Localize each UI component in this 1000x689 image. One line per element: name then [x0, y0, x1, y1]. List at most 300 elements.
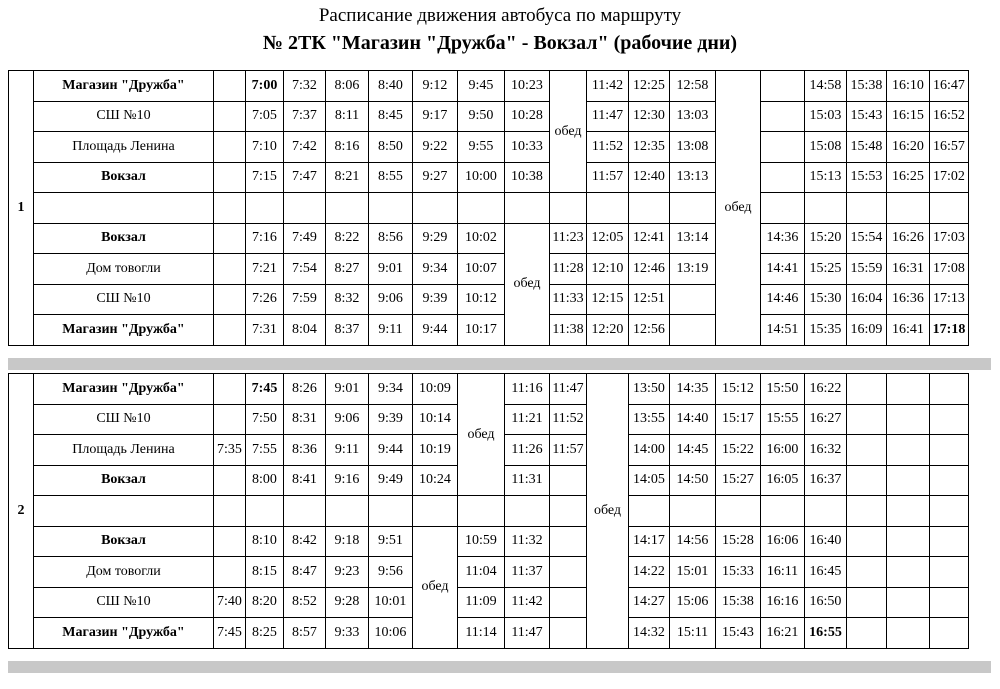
time-cell: 8:40 [369, 71, 413, 102]
time-cell: 16:41 [887, 315, 930, 346]
time-cell: 14:56 [670, 526, 716, 557]
time-cell: 7:32 [284, 71, 326, 102]
time-cell: 10:33 [505, 132, 550, 163]
time-cell [887, 404, 930, 435]
time-cell: 9:22 [413, 132, 458, 163]
time-cell: 15:38 [716, 587, 761, 618]
time-cell: 8:37 [326, 315, 369, 346]
time-cell: 10:12 [458, 284, 505, 315]
time-cell: 16:20 [887, 132, 930, 163]
time-cell: 12:41 [629, 223, 670, 254]
time-cell: 7:47 [284, 162, 326, 193]
time-cell [887, 374, 930, 405]
time-cell: 9:51 [369, 526, 413, 557]
time-cell [214, 465, 246, 496]
time-cell: 15:53 [847, 162, 887, 193]
time-cell: 13:55 [629, 404, 670, 435]
empty-cell [34, 496, 214, 527]
time-cell [670, 315, 716, 346]
time-cell: 13:14 [670, 223, 716, 254]
empty-cell [413, 193, 458, 224]
time-cell: 8:45 [369, 101, 413, 132]
stop-name: Вокзал [34, 223, 214, 254]
time-cell: 14:05 [629, 465, 670, 496]
lunch-break-cell: обед [413, 526, 458, 648]
time-cell [887, 587, 930, 618]
time-cell: 11:52 [550, 404, 587, 435]
time-cell [214, 71, 246, 102]
empty-cell [369, 496, 413, 527]
time-cell: 12:25 [629, 71, 670, 102]
time-cell [887, 618, 930, 649]
time-cell: 9:29 [413, 223, 458, 254]
time-cell: 9:56 [369, 557, 413, 588]
time-cell: 7:40 [214, 587, 246, 618]
time-cell: 8:20 [246, 587, 284, 618]
time-cell [214, 101, 246, 132]
time-cell: 8:55 [369, 162, 413, 193]
time-cell: 15:13 [805, 162, 847, 193]
time-cell: 14:27 [629, 587, 670, 618]
time-cell: 10:19 [413, 435, 458, 466]
time-cell: 16:21 [761, 618, 805, 649]
time-cell: 8:27 [326, 254, 369, 285]
time-cell: 16:26 [887, 223, 930, 254]
time-cell: 16:31 [887, 254, 930, 285]
time-cell: 11:32 [505, 526, 550, 557]
table-row [9, 284, 969, 315]
time-cell: 9:34 [413, 254, 458, 285]
time-cell: 14:40 [670, 404, 716, 435]
time-cell: 8:42 [284, 526, 326, 557]
time-cell: 9:55 [458, 132, 505, 163]
time-cell: 11:42 [587, 71, 629, 102]
empty-cell [413, 496, 458, 527]
time-cell: 7:15 [246, 162, 284, 193]
time-cell: 14:36 [761, 223, 805, 254]
time-cell: 15:11 [670, 618, 716, 649]
section-number: 2 [9, 374, 34, 649]
time-cell: 16:15 [887, 101, 930, 132]
lunch-break-cell: обед [587, 374, 629, 649]
time-cell: 9:23 [326, 557, 369, 588]
time-cell: 9:17 [413, 101, 458, 132]
time-cell: 15:01 [670, 557, 716, 588]
time-cell: 7:16 [246, 223, 284, 254]
empty-cell [284, 193, 326, 224]
time-cell: 8:22 [326, 223, 369, 254]
time-cell: 15:50 [761, 374, 805, 405]
time-cell: 16:37 [805, 465, 847, 496]
time-cell: 14:00 [629, 435, 670, 466]
time-cell: 11:57 [550, 435, 587, 466]
time-cell: 16:22 [805, 374, 847, 405]
time-cell: 13:50 [629, 374, 670, 405]
time-cell [887, 435, 930, 466]
time-cell: 9:16 [326, 465, 369, 496]
time-cell [214, 132, 246, 163]
time-cell: 14:17 [629, 526, 670, 557]
time-cell: 8:31 [284, 404, 326, 435]
time-cell: 15:03 [805, 101, 847, 132]
time-cell: 8:16 [326, 132, 369, 163]
empty-cell [505, 496, 550, 527]
empty-cell [550, 496, 587, 527]
time-cell: 8:25 [246, 618, 284, 649]
time-cell: 7:21 [246, 254, 284, 285]
empty-cell [761, 496, 805, 527]
time-cell: 8:11 [326, 101, 369, 132]
time-cell: 10:00 [458, 162, 505, 193]
time-cell: 11:37 [505, 557, 550, 588]
time-cell: 8:47 [284, 557, 326, 588]
time-cell: 16:10 [887, 71, 930, 102]
time-cell: 7:10 [246, 132, 284, 163]
empty-cell [805, 193, 847, 224]
time-cell: 11:26 [505, 435, 550, 466]
time-cell: 15:38 [847, 71, 887, 102]
time-cell [214, 162, 246, 193]
time-cell: 13:03 [670, 101, 716, 132]
time-cell: 10:28 [505, 101, 550, 132]
time-cell: 8:41 [284, 465, 326, 496]
time-cell: 15:30 [805, 284, 847, 315]
schedule-table-section-2 [8, 373, 969, 649]
time-cell: 8:50 [369, 132, 413, 163]
empty-cell [930, 496, 969, 527]
time-cell [847, 435, 887, 466]
time-cell: 8:52 [284, 587, 326, 618]
time-cell: 11:21 [505, 404, 550, 435]
time-cell [761, 132, 805, 163]
time-cell [930, 374, 969, 405]
time-cell: 8:06 [326, 71, 369, 102]
time-cell: 7:35 [214, 435, 246, 466]
time-cell [214, 526, 246, 557]
time-cell: 11:47 [550, 374, 587, 405]
time-cell: 12:56 [629, 315, 670, 346]
time-cell: 9:06 [326, 404, 369, 435]
time-cell: 12:20 [587, 315, 629, 346]
time-cell: 15:06 [670, 587, 716, 618]
time-cell: 16:06 [761, 526, 805, 557]
lunch-break-cell: обед [716, 71, 761, 346]
empty-cell [505, 193, 550, 224]
time-cell: 16:45 [805, 557, 847, 588]
time-cell [761, 101, 805, 132]
time-cell: 9:44 [369, 435, 413, 466]
time-cell: 16:32 [805, 435, 847, 466]
empty-cell [369, 193, 413, 224]
time-cell: 9:06 [369, 284, 413, 315]
lunch-break-cell: обед [550, 71, 587, 193]
time-cell: 17:02 [930, 162, 969, 193]
stop-name: Дом товогли [34, 557, 214, 588]
table-row [9, 254, 969, 285]
time-cell: 15:27 [716, 465, 761, 496]
section-number: 1 [9, 71, 34, 346]
time-cell: 12:46 [629, 254, 670, 285]
empty-cell [847, 496, 887, 527]
empty-cell [214, 193, 246, 224]
time-cell: 11:31 [505, 465, 550, 496]
time-cell: 7:54 [284, 254, 326, 285]
time-cell: 9:44 [413, 315, 458, 346]
time-cell: 16:11 [761, 557, 805, 588]
time-cell: 7:26 [246, 284, 284, 315]
time-cell: 7:59 [284, 284, 326, 315]
time-cell: 16:16 [761, 587, 805, 618]
time-cell: 9:33 [326, 618, 369, 649]
table-row [9, 132, 969, 163]
time-cell [887, 465, 930, 496]
time-cell: 15:59 [847, 254, 887, 285]
time-cell: 16:47 [930, 71, 969, 102]
time-cell [550, 557, 587, 588]
time-cell: 9:45 [458, 71, 505, 102]
time-cell [550, 465, 587, 496]
time-cell: 16:52 [930, 101, 969, 132]
time-cell [761, 162, 805, 193]
time-cell [847, 526, 887, 557]
time-cell [214, 223, 246, 254]
stop-name: Вокзал [34, 526, 214, 557]
time-cell [670, 284, 716, 315]
time-cell: 10:02 [458, 223, 505, 254]
time-cell: 14:50 [670, 465, 716, 496]
time-cell: 9:11 [326, 435, 369, 466]
time-cell: 9:39 [413, 284, 458, 315]
time-cell: 12:15 [587, 284, 629, 315]
time-cell: 15:25 [805, 254, 847, 285]
stop-name: СШ №10 [34, 404, 214, 435]
time-cell: 12:35 [629, 132, 670, 163]
stop-name: Вокзал [34, 162, 214, 193]
time-cell: 8:00 [246, 465, 284, 496]
time-cell: 11:47 [587, 101, 629, 132]
time-cell [761, 71, 805, 102]
time-cell: 17:18 [930, 315, 969, 346]
table-row [9, 71, 969, 102]
time-cell: 10:38 [505, 162, 550, 193]
time-cell: 7:05 [246, 101, 284, 132]
time-cell [847, 374, 887, 405]
time-cell: 9:49 [369, 465, 413, 496]
empty-cell [629, 193, 670, 224]
time-cell [930, 435, 969, 466]
time-cell: 16:36 [887, 284, 930, 315]
section-separator [8, 358, 991, 370]
time-cell: 8:32 [326, 284, 369, 315]
time-cell: 11:09 [458, 587, 505, 618]
stop-name: Площадь Ленина [34, 132, 214, 163]
time-cell: 15:08 [805, 132, 847, 163]
time-cell [847, 618, 887, 649]
time-cell: 11:57 [587, 162, 629, 193]
empty-cell [246, 496, 284, 527]
time-cell [550, 618, 587, 649]
empty-cell [887, 496, 930, 527]
time-cell: 16:27 [805, 404, 847, 435]
empty-cell [587, 193, 629, 224]
time-cell: 15:28 [716, 526, 761, 557]
time-cell: 7:49 [284, 223, 326, 254]
stop-name: СШ №10 [34, 587, 214, 618]
empty-cell [326, 496, 369, 527]
time-cell: 7:55 [246, 435, 284, 466]
time-cell [214, 284, 246, 315]
table-row [9, 526, 969, 557]
time-cell: 8:15 [246, 557, 284, 588]
time-cell: 9:01 [369, 254, 413, 285]
stop-name: Магазин "Дружба" [34, 71, 214, 102]
time-cell: 8:21 [326, 162, 369, 193]
time-cell: 16:25 [887, 162, 930, 193]
stop-name: Магазин "Дружба" [34, 315, 214, 346]
empty-cell [930, 193, 969, 224]
time-cell [847, 587, 887, 618]
time-cell: 15:48 [847, 132, 887, 163]
time-cell: 12:05 [587, 223, 629, 254]
stop-name: Магазин "Дружба" [34, 618, 214, 649]
time-cell: 7:42 [284, 132, 326, 163]
empty-cell [670, 193, 716, 224]
time-cell: 11:33 [550, 284, 587, 315]
time-cell: 8:57 [284, 618, 326, 649]
stop-name: Дом товогли [34, 254, 214, 285]
lunch-break-cell: обед [458, 374, 505, 496]
time-cell: 14:41 [761, 254, 805, 285]
time-cell: 15:43 [847, 101, 887, 132]
time-cell: 10:59 [458, 526, 505, 557]
time-cell: 8:10 [246, 526, 284, 557]
time-cell: 10:24 [413, 465, 458, 496]
time-cell: 11:38 [550, 315, 587, 346]
time-cell [930, 404, 969, 435]
empty-cell [847, 193, 887, 224]
time-cell: 14:22 [629, 557, 670, 588]
time-cell: 9:28 [326, 587, 369, 618]
time-cell [847, 404, 887, 435]
time-cell: 13:13 [670, 162, 716, 193]
time-cell: 11:47 [505, 618, 550, 649]
time-cell: 11:14 [458, 618, 505, 649]
time-cell: 8:26 [284, 374, 326, 405]
time-cell: 11:04 [458, 557, 505, 588]
time-cell [847, 465, 887, 496]
time-cell: 16:57 [930, 132, 969, 163]
time-cell: 17:03 [930, 223, 969, 254]
empty-cell [550, 193, 587, 224]
time-cell: 16:09 [847, 315, 887, 346]
time-cell: 7:00 [246, 71, 284, 102]
time-cell: 12:30 [629, 101, 670, 132]
time-cell [214, 254, 246, 285]
time-cell: 10:06 [369, 618, 413, 649]
time-cell: 14:45 [670, 435, 716, 466]
time-cell: 16:55 [805, 618, 847, 649]
empty-cell [629, 496, 670, 527]
table-row [9, 374, 969, 405]
time-cell: 12:40 [629, 162, 670, 193]
time-cell: 9:39 [369, 404, 413, 435]
time-cell [214, 557, 246, 588]
time-cell: 10:01 [369, 587, 413, 618]
time-cell: 15:22 [716, 435, 761, 466]
time-cell: 14:46 [761, 284, 805, 315]
stop-name: Площадь Ленина [34, 435, 214, 466]
time-cell: 15:55 [761, 404, 805, 435]
time-cell: 12:10 [587, 254, 629, 285]
table-row [9, 315, 969, 346]
table-row [9, 618, 969, 649]
time-cell: 17:13 [930, 284, 969, 315]
time-cell: 15:17 [716, 404, 761, 435]
time-cell [887, 526, 930, 557]
time-cell: 10:14 [413, 404, 458, 435]
spacer-row [9, 193, 969, 224]
time-cell: 13:08 [670, 132, 716, 163]
time-cell: 9:34 [369, 374, 413, 405]
empty-cell [458, 193, 505, 224]
table-row [9, 223, 969, 254]
time-cell: 9:27 [413, 162, 458, 193]
stop-name: СШ №10 [34, 101, 214, 132]
time-cell: 10:09 [413, 374, 458, 405]
time-cell [214, 315, 246, 346]
time-cell: 14:32 [629, 618, 670, 649]
empty-cell [887, 193, 930, 224]
time-cell: 11:23 [550, 223, 587, 254]
empty-cell [214, 496, 246, 527]
time-cell: 12:51 [629, 284, 670, 315]
time-cell: 7:45 [214, 618, 246, 649]
time-cell: 11:42 [505, 587, 550, 618]
time-cell: 14:58 [805, 71, 847, 102]
time-cell: 9:01 [326, 374, 369, 405]
time-cell: 15:12 [716, 374, 761, 405]
time-cell: 7:31 [246, 315, 284, 346]
time-cell: 11:28 [550, 254, 587, 285]
empty-cell [34, 193, 214, 224]
time-cell: 9:12 [413, 71, 458, 102]
time-cell: 16:00 [761, 435, 805, 466]
time-cell [930, 526, 969, 557]
stop-name: СШ №10 [34, 284, 214, 315]
time-cell: 16:40 [805, 526, 847, 557]
table-row [9, 587, 969, 618]
time-cell: 16:05 [761, 465, 805, 496]
time-cell: 14:35 [670, 374, 716, 405]
time-cell: 15:54 [847, 223, 887, 254]
empty-cell [716, 496, 761, 527]
spacer-row [9, 496, 969, 527]
time-cell: 9:11 [369, 315, 413, 346]
table-row [9, 557, 969, 588]
time-cell: 15:33 [716, 557, 761, 588]
time-cell: 8:04 [284, 315, 326, 346]
time-cell [887, 557, 930, 588]
time-cell: 7:50 [246, 404, 284, 435]
empty-cell [761, 193, 805, 224]
section-separator [8, 661, 991, 673]
empty-cell [284, 496, 326, 527]
time-cell: 9:50 [458, 101, 505, 132]
stop-name: Магазин "Дружба" [34, 374, 214, 405]
time-cell: 11:52 [587, 132, 629, 163]
time-cell [550, 526, 587, 557]
empty-cell [670, 496, 716, 527]
